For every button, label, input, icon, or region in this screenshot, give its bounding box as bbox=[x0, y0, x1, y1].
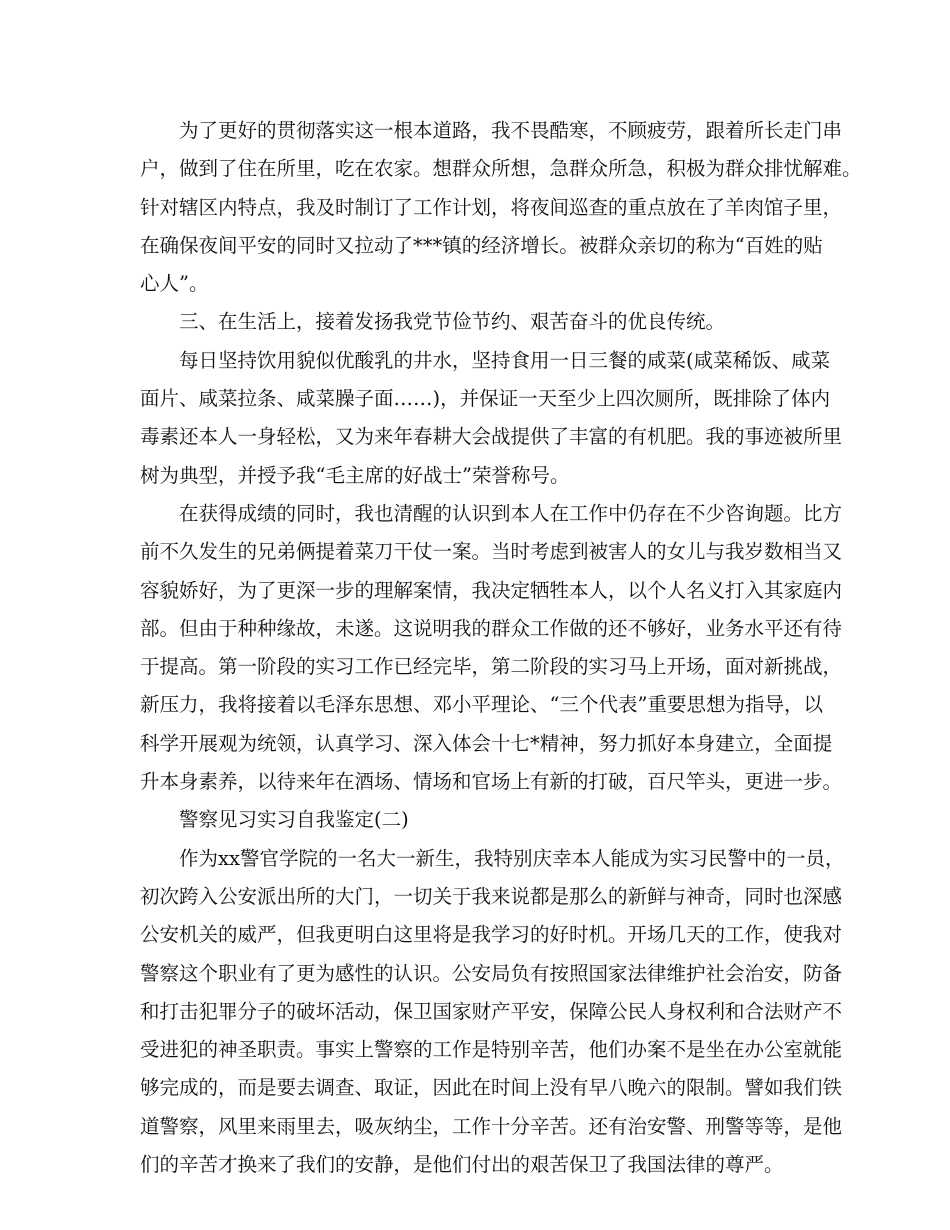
text-line: 够完成的，而是要去调查、取证，因此在时间上没有早八晚六的限制。譬如我们铁 bbox=[140, 1076, 843, 1100]
text-line: 面片、咸菜拉条、咸菜臊子面……)，并保证一天至少上四次厕所，既排除了体内 bbox=[140, 387, 831, 411]
text-line: 针对辖区内特点，我及时制订了工作计划，将夜间巡查的重点放在了羊肉馆子里， bbox=[140, 195, 843, 219]
text-line: 前不久发生的兄弟俩提着菜刀干仗一案。当时考虑到被害人的女儿与我岁数相当又 bbox=[140, 540, 843, 564]
text-line: 作为xx警官学院的一名大一新生，我特别庆幸本人能成为实习民警中的一员， bbox=[179, 846, 845, 870]
text-line: 公安机关的威严，但我更明白这里将是我学习的好时机。开场几天的工作，使我对 bbox=[140, 923, 843, 947]
text-line: 新压力，我将接着以毛泽东思想、邓小平理论、“三个代表”重要思想为指导，以 bbox=[140, 693, 823, 717]
text-line: 在确保夜间平安的同时又拉动了***镇的经济增长。被群众亲切的称为“百姓的贴 bbox=[140, 233, 823, 257]
text-line: 户，做到了住在所里，吃在农家。想群众所想，急群众所急，积极为群众排忧解难。 bbox=[140, 157, 862, 181]
text-line: 部。但由于种种缘故，未遂。这说明我的群众工作做的还不够好，业务水平还有待 bbox=[140, 616, 843, 640]
text-line: 们的辛苦才换来了我们的安静，是他们付出的艰苦保卫了我国法律的尊严。 bbox=[140, 1153, 784, 1177]
text-line: 受进犯的神圣职责。事实上警察的工作是特别辛苦，他们办案不是坐在办公室就能 bbox=[140, 1038, 843, 1062]
text-line: 毒素还本人一身轻松，又为来年春耕大会战提供了丰富的有机肥。我的事迹被所里 bbox=[140, 425, 843, 449]
text-line: 道警察，风里来雨里去，吸灰纳尘，工作十分辛苦。还有治安警、刑警等等，是他 bbox=[140, 1114, 843, 1138]
text-line: 和打击犯罪分子的破坏活动，保卫国家财产平安，保障公民人身权利和合法财产不 bbox=[140, 999, 843, 1023]
text-line: 升本身素养，以待来年在酒场、情场和官场上有新的打破，百尺竿头，更进一步。 bbox=[140, 770, 843, 794]
text-line: 初次跨入公安派出所的大门，一切关于我来说都是那么的新鲜与神奇，同时也深感 bbox=[140, 884, 843, 908]
text-line: 科学开展观为统领，认真学习、深入体会十七*精神，努力抓好本身建立，全面提 bbox=[140, 731, 833, 755]
section-heading: 三、在生活上，接着发扬我党节俭节约、艰苦奋斗的优良传统。 bbox=[179, 310, 726, 334]
text-line: 心人”。 bbox=[140, 272, 209, 296]
text-line: 为了更好的贯彻落实这一根本道路，我不畏酷寒，不顾疲劳，跟着所长走门串 bbox=[179, 119, 843, 142]
text-line: 警察这个职业有了更为感性的认识。公安局负有按照国家法律维护社会治安，防备 bbox=[140, 961, 843, 985]
text-line: 于提高。第一阶段的实习工作已经完毕，第二阶段的实习马上开场，面对新挑战， bbox=[140, 655, 843, 679]
section-title: 警察见习实习自我鉴定(二) bbox=[179, 808, 409, 832]
text-line: 在获得成绩的同时，我也清醒的认识到本人在工作中仍存在不少咨询题。比方 bbox=[179, 501, 843, 525]
text-line: 每日坚持饮用貌似优酸乳的井水，坚持食用一日三餐的咸菜(咸菜稀饭、咸菜 bbox=[179, 348, 831, 372]
text-line: 树为典型，并授予我“毛主席的好战士”荣誉称号。 bbox=[140, 463, 570, 487]
text-line: 容貌娇好，为了更深一步的理解案情，我决定牺牲本人，以个人名义打入其家庭内 bbox=[140, 578, 843, 602]
document-body bbox=[140, 112, 862, 1184]
